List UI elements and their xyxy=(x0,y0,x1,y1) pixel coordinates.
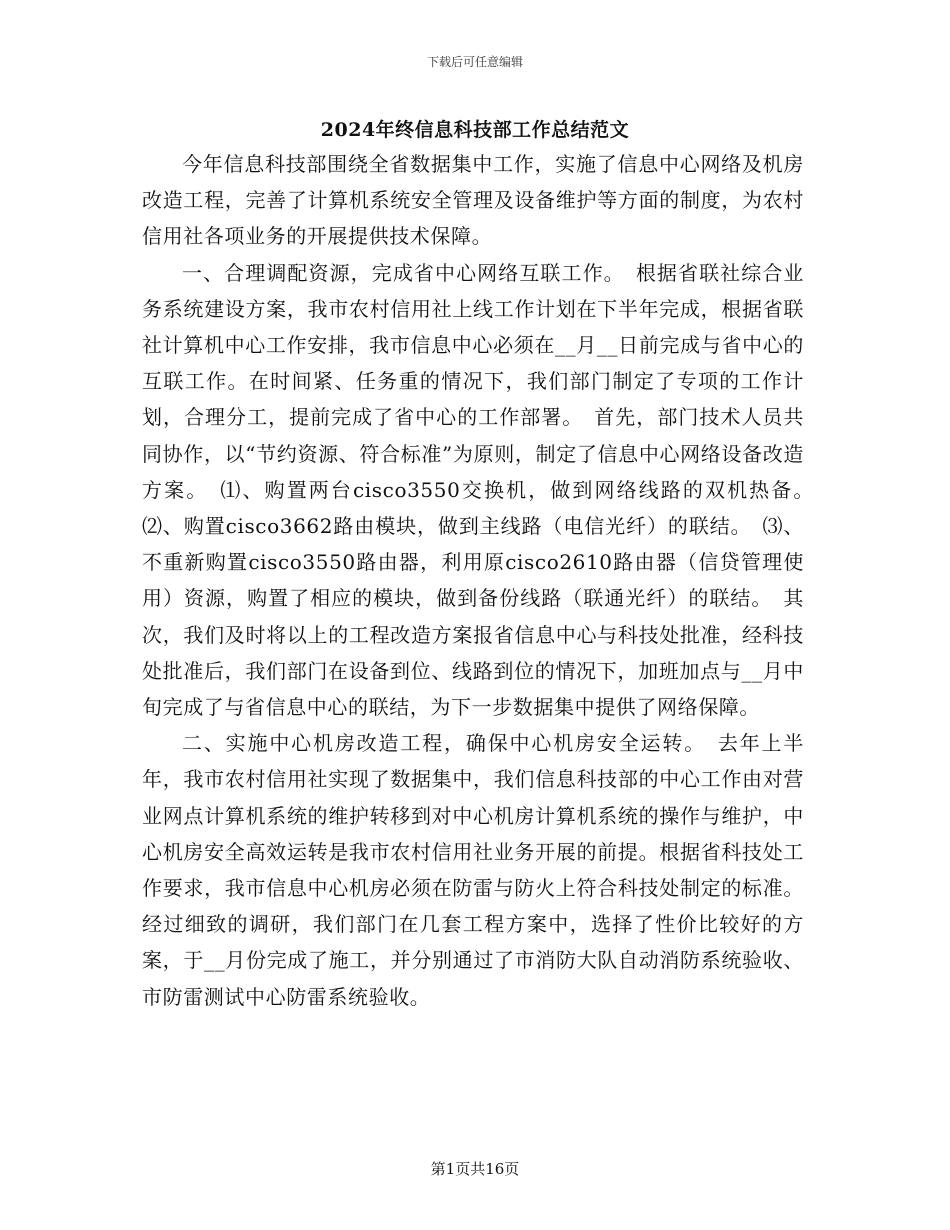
paragraph-section-2: 二、实施中心机房改造工程，确保中心机房安全运转。 去年上半年，我市农村信用社实现了数据集中，我们信息科技部的中心工作由对营业网点计算机系统的维护转移到对中心机房计算机系统的操作与维护，中心机房安全高效运转是我市农村信用社业务开展的前提。根据省科技处工作要求，我市信息中心机房必须在防雷与防火上符合科技处制定的标准。经过细致的调研，我们部门在几套工程方案中，选择了性价比较好的方案，于__月份完成了施工，并分别通过了市消防大队自动消防系统验收、市防雷测试中心防雷系统验收。 xyxy=(142,731,804,1009)
page-number: 第1页共16页 xyxy=(430,1160,520,1178)
paragraph-intro: 今年信息科技部围绕全省数据集中工作，实施了信息中心网络及机房改造工程，完善了计算机系统安全管理及设备维护等方面的制度，为农村信用社各项业务的开展提供技术保障。 xyxy=(142,152,804,249)
document-title: 2024年终信息科技部工作总结范文 xyxy=(320,119,630,141)
document-body xyxy=(142,146,825,1015)
page-header-note: 下载后可任意编辑 xyxy=(426,55,523,69)
paragraph-section-1: 一、合理调配资源，完成省中心网络互联工作。 根据省联社综合业务系统建设方案，我市农村信用社上线工作计划在下半年完成，根据省联社计算机中心工作安排，我市信息中心必须在__月__日前完成与省中心的互联工作。在时间紧、任务重的情况下，我们部门制定了专项的工作计划，合理分工，提前完成了省中心的工作部署。 首先，部门技术人员共同协作，以“节约资源、符合标准”为原则，制定了信息中心网络设备改造方案。 ⑴、购置两台cisco3550交换机，做到网络线路的双机热备。 ⑵、购置cisco3662路由模块，做到主线路（电信光纤）的联结。 ⑶、不重新购置cisco3550路由器，利用原cisco2610路由器（信贷管理使用）资源，购置了相应的模块，做到备份线路（联通光纤）的联结。 其次，我们及时将以上的工程改造方案报省信息中心与科技处批准，经科技处批准后，我们部门在设备到位、线路到位的情况下，加班加点与__月中旬完成了与省信息中心的联结，为下一步数据集中提供了网络保障。 xyxy=(142,260,825,720)
